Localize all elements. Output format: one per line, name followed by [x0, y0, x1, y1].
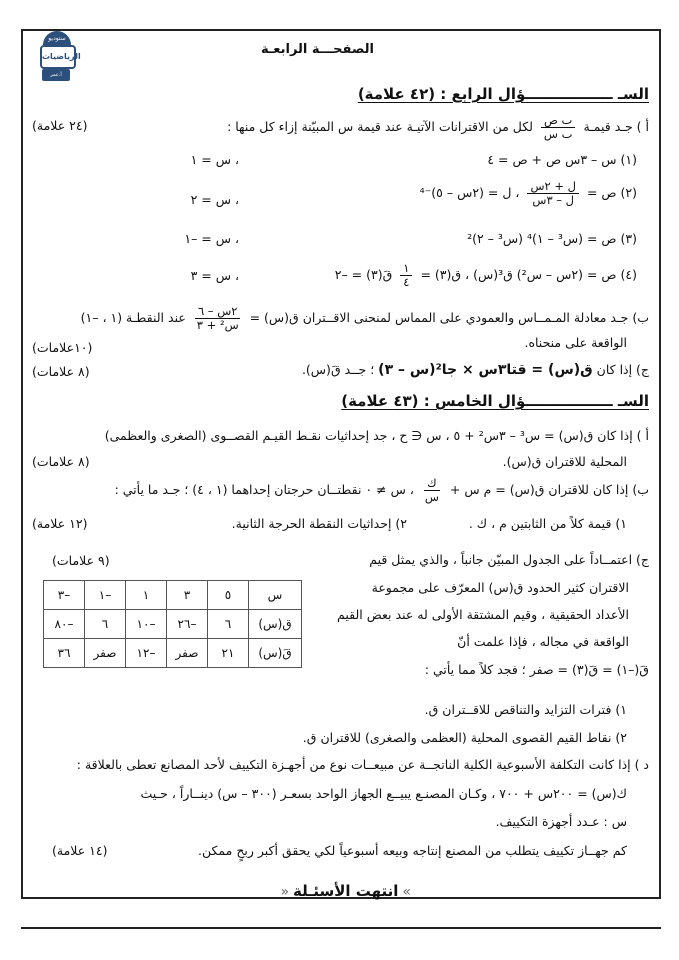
q4-a-text: لكل من الاقترانات الآتيـة عند قيمة س المبيّنة إزاء كل منها :: [227, 119, 533, 134]
q5-c-line5: قَ(–١) = قَ(٣) = صفر ؛ فجد كلاً مما يأتي :: [424, 662, 649, 677]
expr-suffix: قَ(٣) = –٢: [334, 267, 393, 282]
q5-b-prefix: ب) إذا كان للاقتران ق(س) = م س +: [449, 482, 649, 497]
q4-c-suffix: ؛ جــد قَ(س).: [301, 362, 375, 377]
q5-c-part2: ٢) نقاط القيم القصوى المحلية (العظمى والصغرى) للاقتران ق.: [302, 730, 627, 745]
q4-a-item-4-cond: ، س = ٣: [190, 268, 239, 283]
q4-c-marks: (٨ علامات): [32, 364, 90, 379]
q5-a-marks: (٨ علامات): [32, 454, 90, 469]
fraction: [527, 180, 579, 207]
q4-a-prefix: أ ) جـد قيمـة: [583, 119, 649, 134]
table-cell: ٥: [208, 581, 249, 610]
logo-bottom: أ.عمر الروابدة: [42, 69, 70, 81]
q4-heading: السـ ـــــــــــــــــؤال الرابع : (٤٢ علامة): [357, 85, 649, 103]
fraction: [400, 262, 412, 289]
q4-a-item-1-cond: ، س = ١: [190, 152, 239, 167]
frac-num: ل + ٢س: [527, 180, 579, 194]
fraction: [422, 477, 442, 504]
logo-middle: الرياضيات: [40, 45, 76, 69]
logo-top: ستوديو: [43, 31, 71, 45]
q4-b-line2: الواقعة على منحناه.: [524, 335, 627, 350]
q4-c-function: ق(س) = قتا٣س × جا²(س – ٣): [378, 362, 593, 378]
table-cell: ٢١: [208, 639, 249, 668]
table-cell: ١: [126, 581, 167, 610]
q5-d-line2: ك(س) = ٢٠٠س + ٧٠٠ ، وكـان المصنـع يبيــع الجهاز الواحد بسعـر (٣٠٠ – س) دينــاراً ، حـيث: [140, 786, 627, 801]
dy-dx-fraction: [541, 114, 576, 141]
expr-prefix: (٤) ص = (٢س – س²) ق³(س) ، ق(٣) =: [420, 267, 637, 282]
q4-a-item-4: [335, 262, 637, 289]
q5-c-line4: الواقعة في مجاله ، فإذا علمت أنّ: [457, 634, 629, 649]
table-cell: ٦: [208, 610, 249, 639]
q5-heading: السـ ـــــــــــــــــؤال الخامس : (٤٣ علامة): [341, 392, 649, 410]
table-header: س: [249, 581, 302, 610]
q4-c: [302, 362, 649, 378]
q5-a-line2: المحلية للاقتران ق(س).: [502, 454, 627, 469]
end-of-questions: [280, 882, 411, 900]
q5-b-marks: (١٢ علامة): [32, 516, 88, 531]
q4-b-suffix: عند النقطـة (١ ، –١): [80, 310, 186, 325]
q5-d-marks: (١٤ علامة): [52, 843, 108, 858]
q4-a-item-3: (٣) ص = (س³ – ١)⁴ (س³ – ٢)²: [467, 231, 637, 246]
fraction: [194, 305, 242, 332]
q5-d-line1: د ) إذا كانت التكلفة الأسبوعية الكلية الناتجــة عن مبيعــات نوع من أجهـزة التكييف لأحد المصانع تعطى بالعلاقة :: [76, 757, 649, 772]
table-row-fprime: [44, 639, 302, 668]
frac-num: ١: [400, 262, 412, 276]
frac-den: ٤: [403, 275, 410, 289]
table-cell: –١: [85, 581, 126, 610]
table-row-fx: [44, 610, 302, 639]
table-cell: ٣٦: [44, 639, 85, 668]
q4-a-intro: [227, 114, 649, 141]
frac-den: ل – ٣س: [532, 193, 575, 207]
q4-a-item-2: [420, 180, 637, 207]
table-cell: –١٢: [126, 639, 167, 668]
q4-a-item-2-cond: ، س = ٢: [190, 192, 239, 207]
table-cell: –٢٦: [167, 610, 208, 639]
q4-b-prefix: ب) جـد معادلة المـمــاس والعمودي على المماس لمنحنى الاقــتران ق(س) =: [249, 310, 649, 325]
end-text: انتهت الأسئـلة: [293, 882, 399, 900]
table-cell: ٦: [85, 610, 126, 639]
q5-b-suffix: ، س ≠ ٠ نقطتــان حرجتان إحداهما (١ ، ٤) ؛ جـد ما يأتي :: [114, 482, 414, 497]
table-row-x: [44, 581, 302, 610]
q5-b-part1: ١) قيمة كلاً من الثابتين م ، ك .: [468, 516, 627, 531]
ornament-left-icon: «: [280, 884, 290, 900]
q5-c-line1: ج) اعتمــاداً على الجدول المبيّن جانباً ، والذي يمثل قيم: [369, 552, 649, 567]
q5-c-marks: (٩ علامات): [52, 553, 110, 568]
q4-a-item-1: (١) س – ٣س ص + ص = ٤: [487, 152, 637, 167]
table-header: ق(س): [249, 610, 302, 639]
table-cell: صفر: [167, 639, 208, 668]
expr-prefix: (٢) ص =: [586, 185, 637, 200]
frac-den: س: [424, 490, 439, 504]
table-cell: –١٠: [126, 610, 167, 639]
q5-b-part2: ٢) إحداثيات النقطة الحرجة الثانية.: [231, 516, 407, 531]
q5-d-line4: كم جهــاز تكييف يتطلب من المصنع إنتاجه وبيعه أسبوعياً لكي يحقق أكبر ربحٍ ممكن.: [198, 843, 627, 858]
table-header: قَ(س): [249, 639, 302, 668]
frac-num: ٮ ص: [541, 114, 575, 128]
values-table: [43, 580, 302, 668]
q4-b: [81, 305, 649, 332]
table-cell: صفر: [85, 639, 126, 668]
q5-a-line1: أ ) إذا كان ق(س) = س³ – ٣س² + ٥ ، س ∈ ح ، جد إحداثيات نقـط القيـم القصــوى (الصغرى والعظمى): [104, 428, 649, 443]
table-cell: –٣: [44, 581, 85, 610]
q4-b-marks: (١٠علامات): [32, 340, 93, 355]
q5-c-line2: الاقتران كثير الحدود ق(س) المعرّف على مجموعة: [371, 580, 629, 595]
ornament-right-icon: »: [402, 884, 411, 900]
q4-c-prefix: ج) إذا كان: [596, 362, 649, 377]
frac-num: ٢س – ٦: [195, 305, 240, 319]
q5-c-line3: الأعداد الحقيقية ، وقيم المشتقة الأولى له عند بعض القيم: [337, 607, 629, 622]
q5-c-part1: ١) فترات التزايد والتناقص للاقــتران ق.: [424, 702, 627, 717]
table-cell: ٣: [167, 581, 208, 610]
frac-den: س² + ٣: [196, 318, 239, 332]
q4-a-item-3-cond: ، س = –١: [184, 231, 239, 246]
expr-suffix: ، ل = (٢س – ٥)⁻⁴: [419, 185, 520, 200]
table-cell: –٨٠: [44, 610, 85, 639]
page-title: الصفحـــة الرابعـة: [260, 42, 374, 57]
q5-d-line3: س : عـدد أجهزة التكييف.: [495, 814, 627, 829]
frac-den: ٮ س: [543, 127, 573, 141]
q4-a-marks: (٢٤ علامة): [32, 118, 88, 133]
q5-b: [115, 477, 649, 504]
frac-num: ك: [424, 477, 439, 491]
